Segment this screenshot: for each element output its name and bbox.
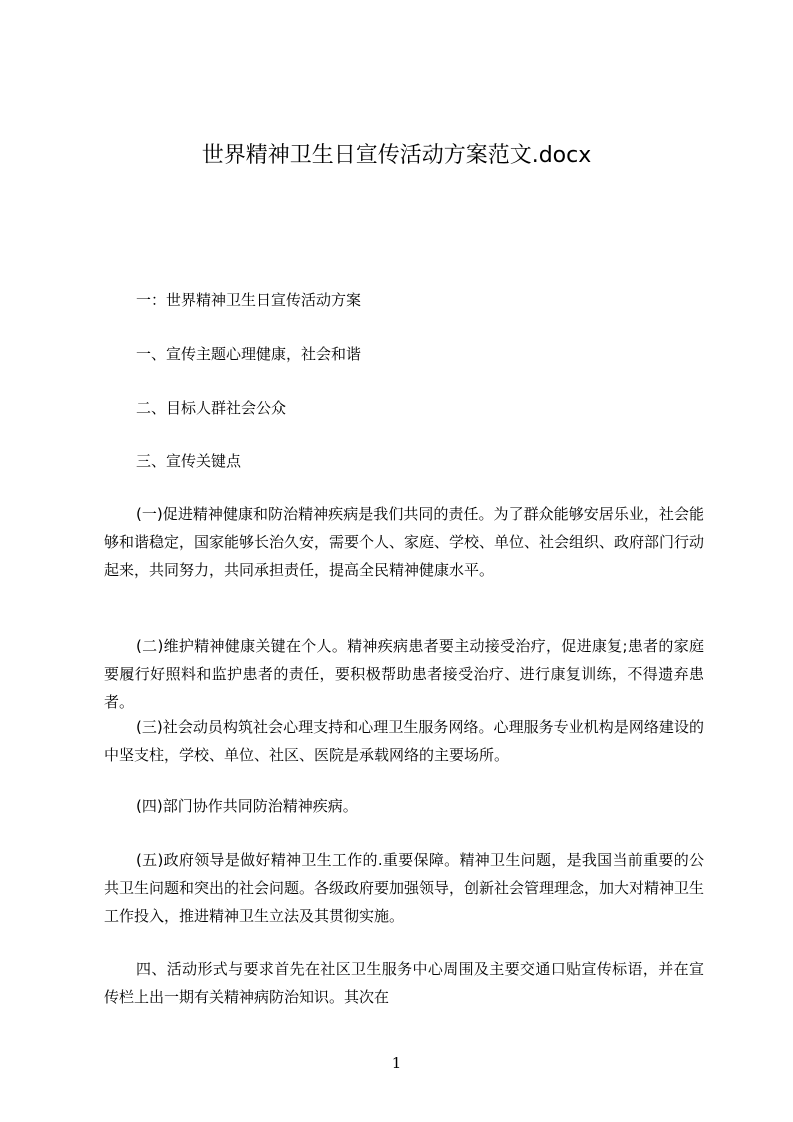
section-heading: 三、宣传关键点 — [136, 452, 242, 470]
page-number: 1 — [391, 1054, 402, 1072]
section-heading: 一：世界精神卫生日宣传活动方案 — [136, 291, 362, 309]
body-paragraph: (三)社会动员构筑社会心理支持和心理卫生服务网络。心理服务专业机构是网络建设的中坚支柱，学校、单位、社区、医院是承载网络的主要场所。 — [104, 718, 704, 764]
body-paragraph: (一)促进精神健康和防治精神疾病是我们共同的责任。为了群众能够安居乐业，社会能够和谐稳定，国家能够长治久安，需要个人、家庭、学校、单位、社会组织、政府部门行动起来，共同努力，共同承担责任，提高全民精神健康水平。 — [104, 505, 705, 579]
body-paragraph: (二)维护精神健康关键在个人。精神疾病患者要主动接受治疗，促进康复;患者的家庭要履行好照料和监护患者的责任，要积极帮助患者接受治疗、进行康复训练，不得遗弃患者。 — [104, 637, 704, 711]
body-paragraph: 四、活动形式与要求首先在社区卫生服务中心周围及主要交通口贴宣传标语，并在宣传栏上出一期有关精神病防治知识。其次在 — [104, 960, 704, 1006]
document-title: 世界精神卫生日宣传活动方案范文.docx — [201, 143, 592, 168]
section-heading: 一、宣传主题心理健康，社会和谐 — [136, 345, 362, 363]
body-paragraph: (五)政府领导是做好精神卫生工作的.重要保障。精神卫生问题，是我国当前重要的公共卫生问题和突出的社会问题。各级政府要加强领导，创新社会管理理念，加大对精神卫生工作投入，推进精神卫生立法及其贯彻实施。 — [104, 851, 705, 925]
body-paragraph: (四)部门协作共同防治精神疾病。 — [136, 797, 358, 815]
section-heading: 二、目标人群社会公众 — [136, 399, 287, 417]
